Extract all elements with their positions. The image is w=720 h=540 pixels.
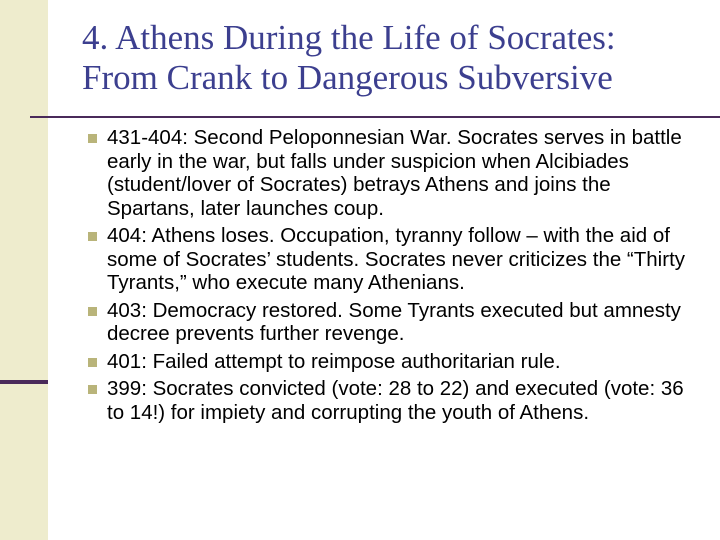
square-bullet-icon	[88, 307, 97, 316]
bullet-text: 401: Failed attempt to reimpose authoritarian rule.	[107, 349, 561, 373]
bullet-item	[88, 299, 688, 346]
title-divider-line	[30, 116, 720, 118]
square-bullet-icon	[88, 134, 97, 143]
bullet-item	[88, 224, 688, 295]
slide-title	[82, 18, 712, 98]
bullet-text: 399: Socrates convicted (vote: 28 to 22) and executed (vote: 36 to 14!) for impiety and corrupting the youth of Athens.	[107, 377, 684, 424]
title-line-1: 4. Athens During the Life of Socrates:	[82, 18, 616, 57]
bullet-item	[88, 350, 688, 374]
square-bullet-icon	[88, 232, 97, 241]
left-divider-line	[0, 380, 48, 384]
left-decorative-band	[0, 0, 48, 540]
bullet-list	[88, 126, 688, 428]
title-line-2: From Crank to Dangerous Subversive	[82, 58, 613, 97]
bullet-text: 403: Democracy restored. Some Tyrants executed but amnesty decree prevents further revenge.	[107, 298, 681, 345]
bullet-item	[88, 377, 688, 424]
bullet-item	[88, 126, 688, 220]
bullet-text: 404: Athens loses. Occupation, tyranny follow – with the aid of some of Socrates’ students. Socrates never criticizes the “Thirty Tyrants,” who execute many Athenians.	[107, 224, 686, 294]
bullet-text: 431-404: Second Peloponnesian War. Socrates serves in battle early in the war, but falls under suspicion when Alcibiades (student/lover of Socrates) betrays Athens and joins the Spartans, later launches coup.	[107, 126, 682, 220]
square-bullet-icon	[88, 358, 97, 367]
square-bullet-icon	[88, 385, 97, 394]
